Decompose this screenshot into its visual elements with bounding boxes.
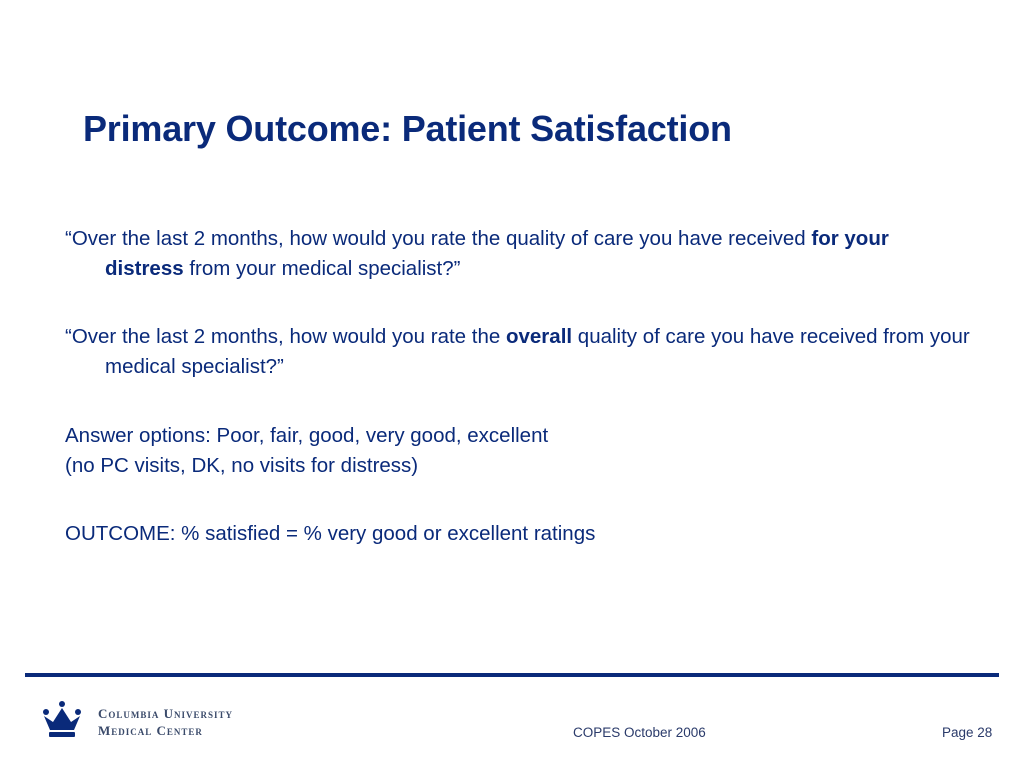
question-2-text-a: “Over the last 2 months, how would you rate the <box>65 325 506 348</box>
question-1-text-b: from your medical specialist?” <box>183 257 461 280</box>
page-number: Page 28 <box>942 725 993 740</box>
logo-line-2: Medical Center <box>98 723 203 738</box>
institution-logo-text <box>98 705 233 739</box>
question-1 <box>65 224 970 284</box>
answer-options <box>65 421 970 481</box>
question-1-text-a: “Over the last 2 months, how would you rate the quality of care you have received <box>65 227 812 250</box>
outcome-text: OUTCOME: % satisfied = % very good or excellent ratings <box>65 522 596 545</box>
question-1-bold: for your distress <box>105 227 889 280</box>
footer-divider <box>25 673 999 677</box>
question-2-text-b: quality of care you have received from your medical specialist?” <box>105 325 970 378</box>
logo-line-1: Columbia University <box>98 706 234 721</box>
footer-event: COPES October 2006 <box>573 725 706 740</box>
answer-options-line2: (no PC visits, DK, no visits for distress) <box>65 454 419 477</box>
answer-options-line1: Answer options: Poor, fair, good, very good, excellent <box>65 424 549 447</box>
crown-icon <box>40 700 84 740</box>
question-2-bold: overall <box>505 325 573 348</box>
slide-title: Primary Outcome: Patient Satisfaction <box>83 108 732 149</box>
question-2 <box>65 322 970 382</box>
